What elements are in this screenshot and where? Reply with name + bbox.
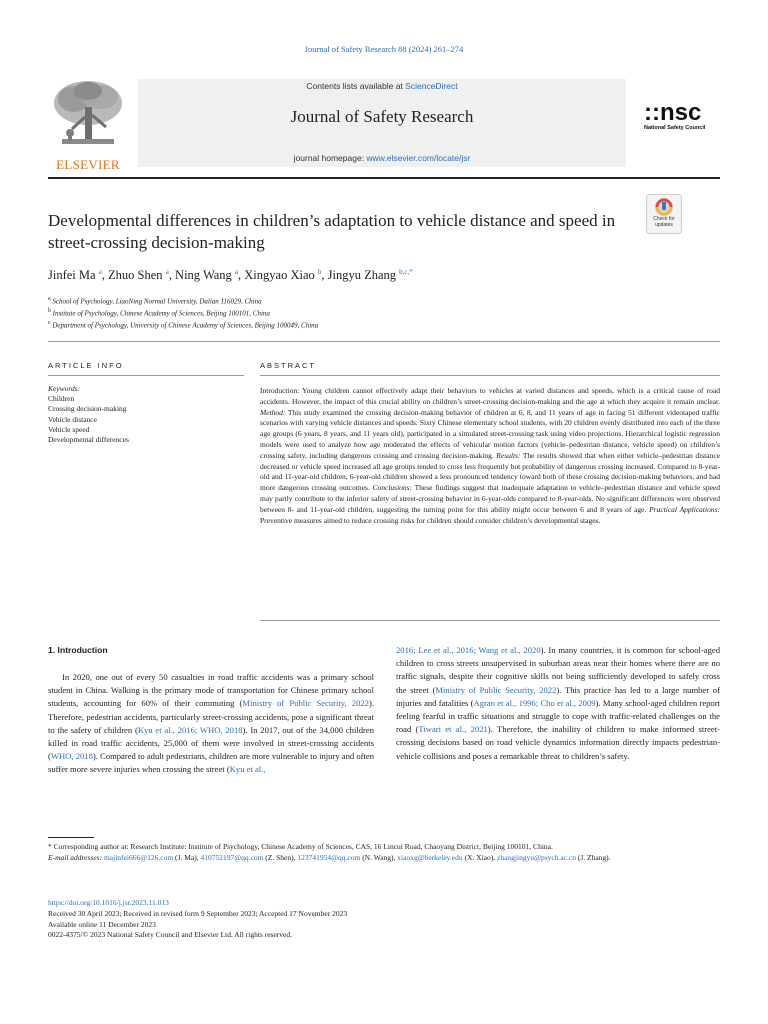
running-head[interactable]: Journal of Safety Research 88 (2024) 261–274: [304, 44, 464, 54]
abstract-section-label: Method:: [260, 407, 286, 417]
email-owner: (Z. Shen),: [263, 852, 298, 862]
email-owner: (J. Zhang).: [575, 852, 611, 862]
email-owner: (X. Xiao),: [462, 852, 498, 862]
affiliation-rule: [48, 341, 720, 342]
journal-title: Journal of Safety Research: [290, 107, 474, 126]
affiliation-mark: a: [48, 296, 51, 302]
abstract-heading: ABSTRACT: [260, 361, 317, 370]
contents-line: [138, 81, 626, 91]
abstract-bottom-rule: [260, 620, 720, 621]
citation-link[interactable]: Ministry of Public Security, 2022: [435, 684, 557, 695]
corresponding-author-note: * Corresponding author at: Research Institute: Institute of Psychology, Chinese Academy of Sciences, CAS, 16 Lincui Road, Chaoyang District, Beijing 100101, China.: [48, 842, 553, 851]
contents-prefix: Contents lists available at: [306, 81, 406, 91]
author-affiliation-mark[interactable]: a: [165, 268, 169, 276]
check-for-updates-label: Check for updates: [653, 216, 675, 228]
affiliation-text: Institute of Psychology, Chinese Academy of Sciences, Beijing 100101, China: [52, 309, 270, 318]
masthead: [48, 77, 720, 173]
section-heading-introduction: 1. Introduction: [48, 645, 108, 655]
article-info-rule: [48, 375, 244, 376]
abstract-section-label: Practical Applications:: [649, 504, 720, 514]
abstract-section-label: Conclusions:: [372, 483, 413, 493]
homepage-link[interactable]: www.elsevier.com/locate/jsr: [366, 153, 471, 163]
affiliation-mark: c: [48, 320, 51, 326]
copyright: 0022-4375/© 2023 National Safety Council and Elsevier Ltd. All rights reserved.: [48, 930, 292, 940]
publisher-name: ELSEVIER: [56, 157, 120, 172]
keywords-label: Keywords:: [48, 384, 81, 393]
body-text: ). Compared to adult pedestrians, children are more vulnerable to injury and often suffer more severe injuries when crossing the street (: [48, 751, 375, 775]
citation-link[interactable]: Ministry of Public Security, 2022: [242, 698, 369, 709]
body-text: In 2020, one out of every 50 casualties in road traffic accidents was a primary school student in China. Walking is the primary mode of transportation for Chinese primary school students, accounting for 60% of their commuting (: [48, 672, 374, 709]
available-online: Available online 11 December 2023: [48, 919, 156, 929]
nsc-name: National Safety Council: [644, 125, 706, 131]
email-addresses: [48, 853, 720, 864]
citation-link[interactable]: Agran et al., 1996; Cho et al., 2009: [473, 697, 596, 708]
email-link[interactable]: 410752197@qq.com: [200, 852, 264, 862]
affiliation-b: [48, 308, 270, 317]
email-link[interactable]: zhangjingyu@psych.ac.cn: [497, 852, 576, 862]
citation-link[interactable]: Tiwari et al., 2021: [418, 724, 488, 735]
article-info-heading: ARTICLE INFO: [48, 361, 124, 370]
sciencedirect-link[interactable]: ScienceDirect: [405, 81, 458, 91]
body-column-left: [48, 671, 374, 777]
keyword: Children: [48, 394, 75, 404]
keywords-block: [48, 384, 244, 445]
author-affiliation-mark[interactable]: b: [317, 268, 322, 276]
email-link[interactable]: xiaoxg@berkeley.edu: [397, 852, 463, 862]
affiliation-c: [48, 320, 318, 329]
header-rule: [48, 177, 720, 179]
tree-icon: [48, 77, 128, 151]
email-label: E-mail addresses:: [48, 852, 104, 862]
email-link[interactable]: majinfei666@126.com: [103, 852, 174, 862]
keyword: Vehicle speed: [48, 424, 90, 434]
affiliation-text: School of Psychology, LiaoNing Normal University, Dalian 116029, China: [52, 297, 262, 306]
nsc-logo: [644, 101, 720, 131]
email-owner: (N. Wang),: [360, 852, 398, 862]
affiliation-text: Department of Psychology, University of Chinese Academy of Sciences, Beijing 100049, China: [52, 321, 319, 330]
footnote: [48, 842, 720, 864]
journal-banner: [138, 79, 626, 167]
citation-link[interactable]: 2016; Lee et al., 2016; Wang et al., 2020: [396, 645, 541, 655]
author-list: Jinfei Ma $^a$, Zhuo Shen $^a$, Ning Wang $^a$, Xingyao Xiao $^b$, Jingyu Zhang $^{b,c,*}$: [48, 268, 413, 283]
author-affiliation-mark[interactable]: b,c,*: [399, 268, 413, 276]
abstract-sentence: These findings suggest that inadequate adaptation to vehicle–pedestrian distance and vehicle speed may partly contribute to the inferior safety of street-crossing behavior in 6-year-olds compared to 8-year-olds. No significant differences were observed between 8- and 11-year-old children, suggesting the turning point for this ability might occur between 6 and 8 years of age.: [260, 483, 720, 514]
affiliation-mark: b: [48, 308, 51, 314]
citation-link[interactable]: Kyu et al.,: [229, 764, 266, 775]
abstract-section-label: Results:: [496, 450, 521, 460]
check-for-updates-button[interactable]: [646, 194, 682, 234]
author-name: Xingyao Xiao: [244, 268, 315, 283]
abstract-sentence: The results showed that when either vehicle–pedestrian distance decreased or vehicle speed increased all age groups tended to cross less frequently but probability of dangerous crossing increased. Compared to 8-year-old and 11-year-old children, 6-year-old children showed a less pronounced tendency toward both of these crossing decision-making behaviors, and had more dangerous crossing outcomes.: [260, 450, 720, 493]
keyword: Crossing decision-making: [48, 404, 127, 414]
article-title: Developmental differences in children’s adaptation to vehicle distance and speed in street-crossing decision-making: [48, 211, 616, 252]
keyword: Developmental differences: [48, 435, 129, 445]
footnote-rule: [48, 837, 94, 838]
citation-link[interactable]: Kyu et al., 2016; WHO, 2018: [137, 724, 243, 735]
abstract-text: [260, 386, 720, 526]
body-text: ). In many countries, it is common for school-aged children to cross streets unsupervised in suburban areas near their homes where there are no traffic signals, despite their cognitive skills not being sufficiently developed to safely cross the street (: [396, 645, 720, 695]
author-affiliation-mark[interactable]: a: [98, 268, 102, 276]
author-name: Ning Wang: [175, 268, 232, 283]
email-link[interactable]: 123741954@qq.com: [297, 852, 361, 862]
publication-info: [48, 898, 720, 941]
author-name: Jinfei Ma: [48, 268, 96, 283]
check-for-updates-icon: [646, 194, 682, 234]
homepage-prefix: journal homepage:: [293, 153, 367, 163]
body-text: ). Many school-aged children report feeling fearful in traffic situations and struggle to cope with traffic-related challenges on the road (: [396, 697, 720, 735]
received-dates: Received 30 April 2023; Received in revised form 9 September 2023; Accepted 17 November 2023: [48, 908, 348, 918]
body-column-right: [396, 644, 720, 763]
affiliation-a: [48, 296, 262, 305]
nsc-mark: ::nsc: [644, 99, 702, 126]
body-text: ). Therefore, pedestrian accidents, particularly street-crossing accidents, pose a significant threat to the safety of children (: [48, 698, 374, 735]
homepage-line: [138, 153, 626, 163]
abstract-sentence: Introduction: Young children cannot effectively adapt their behaviors to vehicles at varied distances and speeds, which is a critical cause of road accidents. However, the impact of this crucial ability on children’s street-crossing decision-making and the age at which they acquire it remain unclear.: [260, 386, 720, 406]
author-name: Jingyu Zhang: [327, 268, 397, 283]
abstract-sentence: Preventive measures aimed to reduce crossing risks for children should consider children’s developmental stages.: [260, 515, 601, 525]
elsevier-tree-logo: [48, 77, 128, 169]
abstract-sentence: This study examined the crossing decision-making behavior of children at 6, 8, and 11 years of age in facing 51 different videotaped traffic scenarios with varying vehicle distances and speeds. Sixty Chinese elementary school students, with 20 children evenly distributed into each of the three age groups (6 years, 8 years, and 11 years old), participated in a simulated street-crossing task using video projections. Hierarchical logistic regression models were used to analyze how age moderated the effects of vehicular motion factors (vehicle–pedestrian distance, vehicle speed) on children’s crossing safety, including dangerous crossing and crossing decision-making.: [260, 407, 720, 460]
body-text: ). In 2017, out of the 34,000 children killed in road traffic accidents, 25,000 of them were involved in street-crossing accidents (: [48, 724, 374, 762]
citation-link[interactable]: WHO, 2018: [50, 751, 93, 762]
email-owner: (J. Ma),: [173, 852, 201, 862]
author-affiliation-mark[interactable]: a: [234, 268, 239, 276]
body-text: ). Therefore, the inability of children to make informed street-crossing decisions based on road vehicle dynamics information directly impacts pedestrian-vehicle collisions and poses a remarkable threat to children’s safety.: [396, 724, 720, 761]
keyword: Vehicle distance: [48, 414, 97, 424]
body-text: ). This practice has led to a large number of injuries and fatalities (: [396, 684, 720, 708]
author-name: Zhuo Shen: [108, 268, 163, 283]
doi-link[interactable]: https://doi.org/10.1016/j.jsr.2023.11.013: [48, 898, 169, 907]
abstract-rule: [260, 375, 720, 376]
